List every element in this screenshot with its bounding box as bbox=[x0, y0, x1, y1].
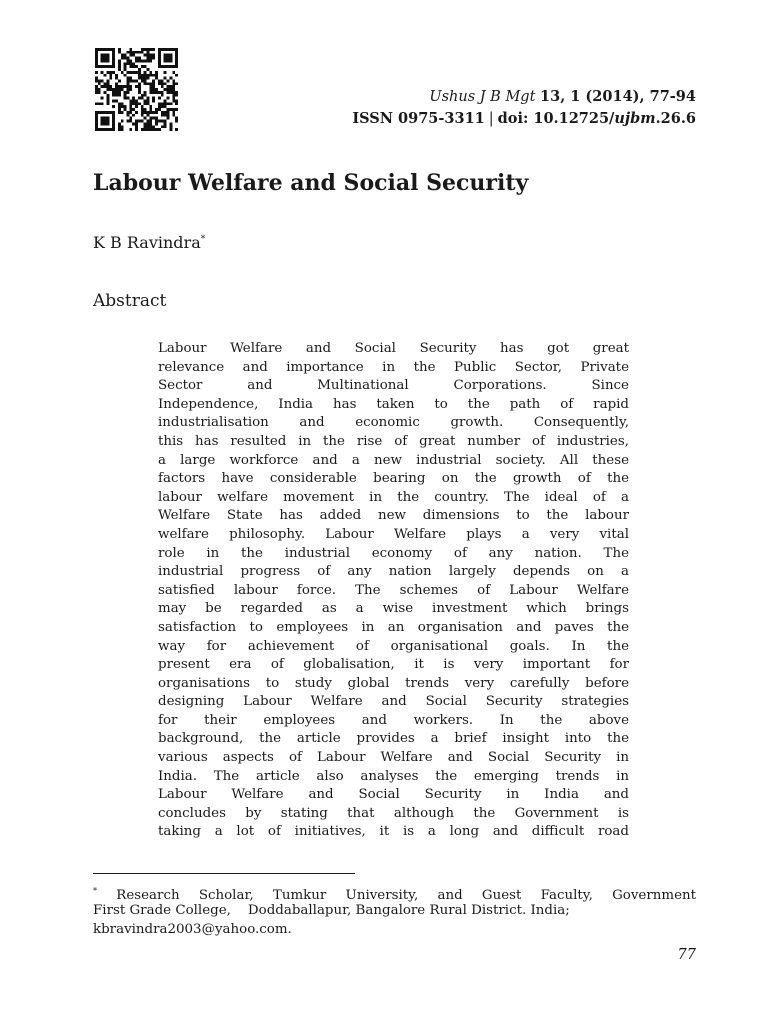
abstract-line: role in the industrial economy of any nation. The bbox=[158, 545, 629, 561]
abstract-line: satisfied labour force. The schemes of Labour Welfare bbox=[158, 582, 629, 598]
journal-issue-pages: , 1 (2014), 77-94 bbox=[560, 88, 696, 105]
issn: ISSN 0975-3311 bbox=[352, 110, 485, 127]
journal-citation bbox=[352, 86, 696, 108]
abstract-line: may be regarded as a wise investment which brings bbox=[158, 601, 629, 617]
abstract-line: industrialisation and economic growth. Consequently, bbox=[158, 415, 629, 431]
author-footnote-mark: * bbox=[200, 234, 206, 245]
doi-journal: ujbm bbox=[614, 110, 656, 127]
abstract-body bbox=[158, 340, 629, 847]
abstract-line: way for achievement of organisational goals. In the bbox=[158, 638, 629, 654]
doi-suffix: .26.6 bbox=[655, 110, 696, 127]
footnote-text-1: Research Scholar, Tumkur University, and Guest Faculty, Government bbox=[97, 888, 696, 904]
abstract-line: India. The article also analyses the emerging trends in bbox=[158, 768, 629, 784]
abstract-line: background, the article provides a brief insight into the bbox=[158, 731, 629, 747]
abstract-line: labour welfare movement in the country. The ideal of a bbox=[158, 489, 629, 505]
author-line bbox=[93, 233, 205, 252]
journal-info bbox=[352, 86, 696, 130]
abstract-line: designing Labour Welfare and Social Security strategies bbox=[158, 694, 629, 710]
author-name: K B Ravindra bbox=[93, 233, 201, 252]
abstract-line: Welfare State has added new dimensions to the labour bbox=[158, 508, 629, 524]
abstract-heading: Abstract bbox=[93, 291, 167, 311]
abstract-line: Independence, India has taken to the path of rapid bbox=[158, 396, 629, 412]
separator: | bbox=[488, 111, 494, 127]
journal-identifiers bbox=[352, 108, 696, 130]
doi-prefix: doi: 10.12725/ bbox=[497, 110, 615, 127]
qr-code bbox=[95, 48, 178, 131]
abstract-line: industrial progress of any nation largely depends on a bbox=[158, 564, 629, 580]
footnote-divider bbox=[93, 873, 355, 874]
journal-volume: 13 bbox=[540, 88, 561, 105]
abstract-line: factors have considerable bearing on the growth of the bbox=[158, 471, 629, 487]
footnote bbox=[93, 882, 696, 939]
abstract-line: present era of globalisation, it is very important for bbox=[158, 657, 629, 673]
footnote-line bbox=[93, 882, 696, 904]
footnote-mark: * bbox=[93, 887, 97, 896]
abstract-line: various aspects of Labour Welfare and Social Security in bbox=[158, 750, 629, 766]
abstract-line: relevance and importance in the Public Sector, Private bbox=[158, 359, 629, 375]
footnote-line: First Grade College, Doddaballapur, Bangalore Rural District. India; bbox=[93, 903, 570, 918]
abstract-line: welfare philosophy. Labour Welfare plays a very vital bbox=[158, 526, 629, 542]
abstract-line: for their employees and workers. In the above bbox=[158, 712, 629, 728]
abstract-line: Labour Welfare and Social Security in India and bbox=[158, 787, 629, 803]
abstract-line: satisfaction to employees in an organisation and paves the bbox=[158, 619, 629, 635]
abstract-line: this has resulted in the rise of great number of industries, bbox=[158, 433, 629, 449]
abstract-line: concludes by stating that although the Government is bbox=[158, 805, 629, 821]
abstract-line: organisations to study global trends very carefully before bbox=[158, 675, 629, 691]
article-title: Labour Welfare and Social Security bbox=[93, 170, 529, 196]
footnote-email: kbravindra2003@yahoo.com. bbox=[93, 922, 292, 937]
page-number: 77 bbox=[677, 947, 696, 963]
abstract-line: Labour Welfare and Social Security has got great bbox=[158, 341, 629, 356]
abstract-line: Sector and Multinational Corporations. Since bbox=[158, 378, 629, 394]
journal-abbrev: Ushus J B Mgt bbox=[429, 89, 536, 105]
abstract-line: taking a lot of initiatives, it is a long and difficult road bbox=[158, 824, 629, 840]
abstract-line: a large workforce and a new industrial society. All these bbox=[158, 452, 629, 468]
